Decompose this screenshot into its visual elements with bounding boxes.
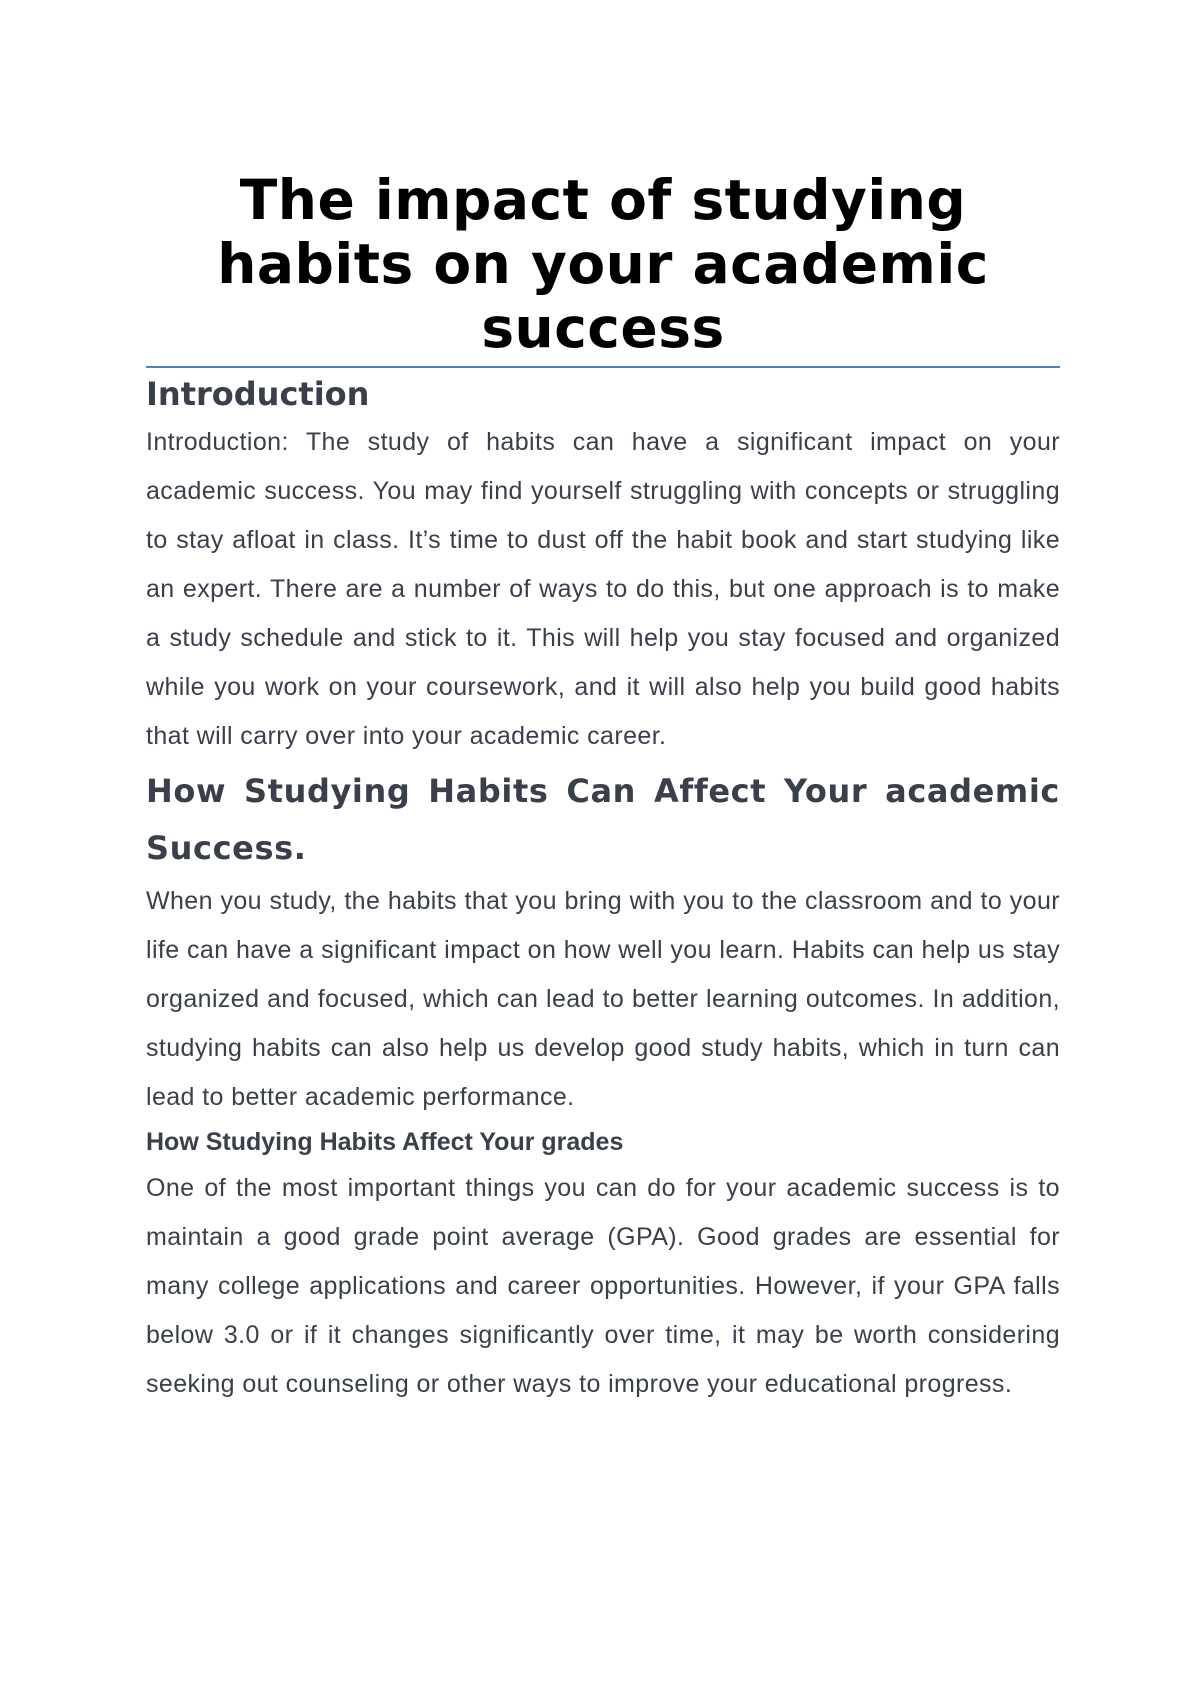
document-title: The impact of studying habits on your academic success [217, 168, 989, 360]
section-body-how-habits-affect-success: When you study, the habits that you bring with you to the classroom and to your life can have a significant impact on how well you learn. Habits can help us stay organized and focused, which can lead to better learning outcomes. In addition, studying habits can also help us develop good study habits, which in turn can lead to better academic performance. [146, 887, 1060, 1111]
document-page [146, 168, 1060, 1409]
section-body-introduction: Introduction: The study of habits can have a significant impact on your academic success. You may find yourself struggling with concepts or struggling to stay afloat in class. It’s time to dust off the habit book and start studying like an expert. There are a number of ways to do this, but one approach is to make a study schedule and stick to it. This will help you stay focused and organized while you work on your coursework, and it will also help you build good habits that will carry over into your academic career. [146, 428, 1060, 750]
title-divider [146, 366, 1060, 368]
section-heading-how-habits-affect-success: How Studying Habits Can Affect Your academic Success. [146, 772, 1060, 867]
section-heading-introduction: Introduction [146, 375, 370, 413]
section-heading-how-habits-affect-grades: How Studying Habits Affect Your grades [146, 1128, 624, 1156]
section-body-how-habits-affect-grades: One of the most important things you can do for your academic success is to maintain a good grade point average (GPA). Good grades are essential for many college applications and career opportunities. However, if your GPA falls below 3.0 or if it changes significantly over time, it may be worth considering seeking out counseling or other ways to improve your educational progress. [146, 1174, 1060, 1398]
